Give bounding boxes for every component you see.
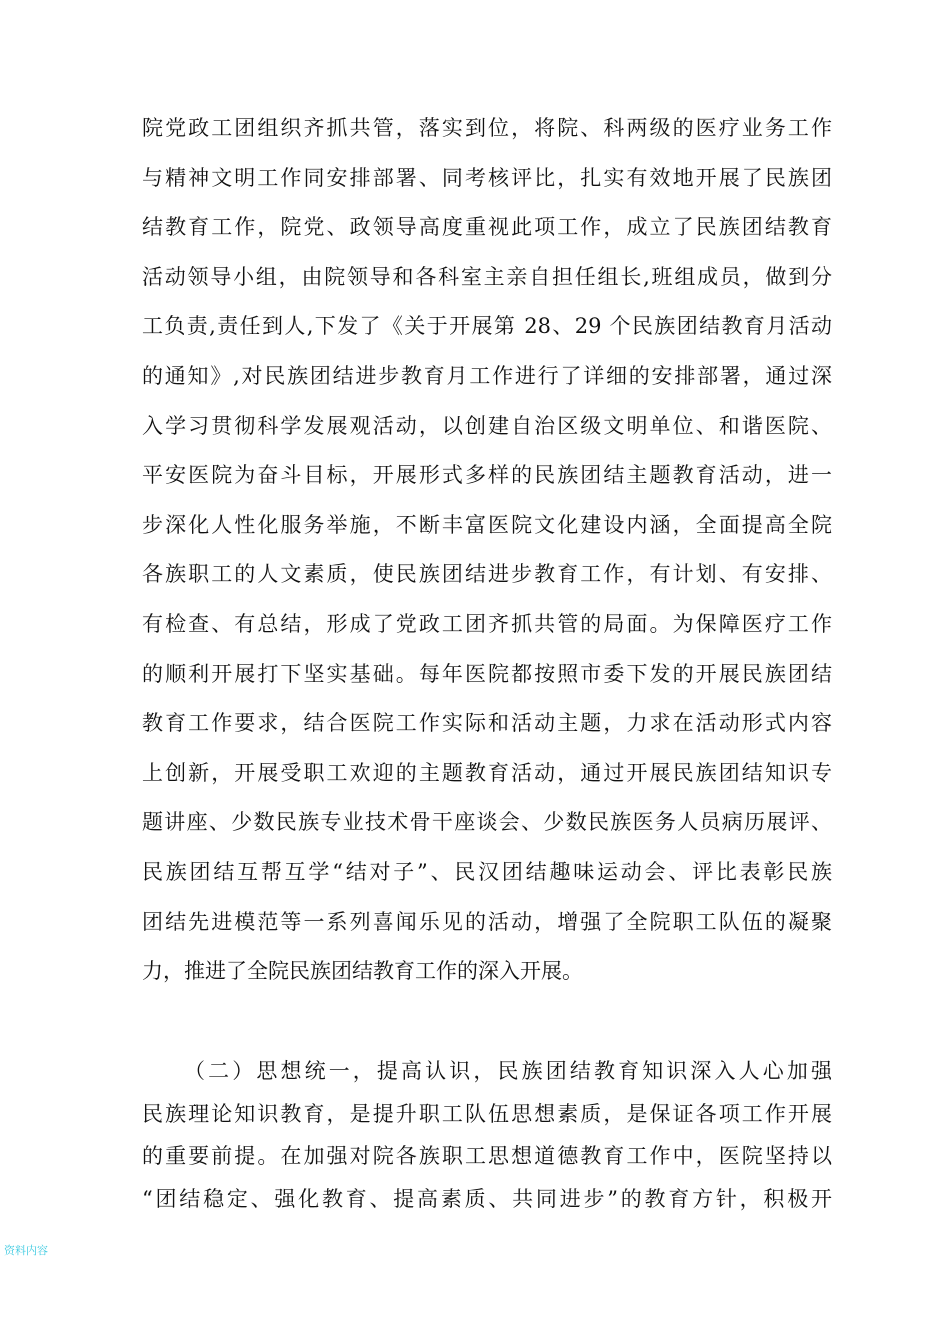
- text-line: 平安医院为奋斗目标，开展形式多样的民族团结主题教育活动，进一: [142, 463, 832, 488]
- body-paragraph-2: [142, 1050, 832, 1220]
- text-line: 的重要前提。在加强对院各族职工思想道德教育工作中，医院坚持以: [142, 1144, 832, 1168]
- text-line: 结教育工作，院党、政领导高度重视此项工作，成立了民族团结教育: [142, 215, 832, 240]
- text-line: 各族职工的人文素质，使民族团结进步教育工作，有计划、有安排、: [142, 562, 832, 587]
- text-line: 团结先进模范等一系列喜闻乐见的活动，增强了全院职工队伍的凝聚: [142, 909, 832, 934]
- text-line: 工负责,责任到人,下发了《关于开展第 28、29 个民族团结教育月活动: [142, 314, 832, 339]
- text-line: 教育工作要求，结合医院工作实际和活动主题，力求在活动形式内容: [142, 711, 832, 736]
- text-line: 的通知》,对民族团结进步教育月工作进行了详细的安排部署，通过深: [142, 363, 832, 388]
- watermark-label: 资料内容: [4, 1244, 48, 1257]
- text-line: 与精神文明工作同安排部署、同考核评比，扎实有效地开展了民族团: [142, 165, 832, 190]
- text-line: 步深化人性化服务举施，不断丰富医院文化建设内涵，全面提高全院: [142, 512, 832, 537]
- text-line: 上创新，开展受职工欢迎的主题教育活动，通过开展民族团结知识专: [142, 760, 832, 785]
- text-line: 题讲座、少数民族专业技术骨干座谈会、少数民族医务人员病历展评、: [142, 810, 832, 835]
- text-line: 民族理论知识教育，是提升职工队伍思想素质，是保证各项工作开展: [142, 1101, 832, 1126]
- section-heading-line: （二）思想统一，提高认识，民族团结教育知识深入人心加强: [184, 1059, 832, 1083]
- text-line: 院党政工团组织齐抓共管，落实到位，将院、科两级的医疗业务工作: [142, 116, 832, 140]
- text-line: 有检查、有总结，形成了党政工团齐抓共管的局面。为保障医疗工作: [142, 611, 832, 636]
- text-line: 民族团结互帮互学“结对子”、民汉团结趣味运动会、评比表彰民族: [142, 859, 832, 884]
- text-line: 活动领导小组，由院领导和各科室主亲自担任组长,班组成员，做到分: [142, 264, 832, 289]
- text-line: 的顺利开展打下坚实基础。每年医院都按照市委下发的开展民族团结: [142, 661, 832, 686]
- text-line: 力，推进了全院民族团结教育工作的深入开展。: [142, 959, 583, 984]
- body-paragraph-1: [142, 104, 832, 997]
- text-line: “团结稳定、强化教育、提高素质、共同进步”的教育方针，积极开: [142, 1186, 832, 1211]
- text-line: 入学习贯彻科学发展观活动，以创建自治区级文明单位、和谐医院、: [142, 413, 832, 438]
